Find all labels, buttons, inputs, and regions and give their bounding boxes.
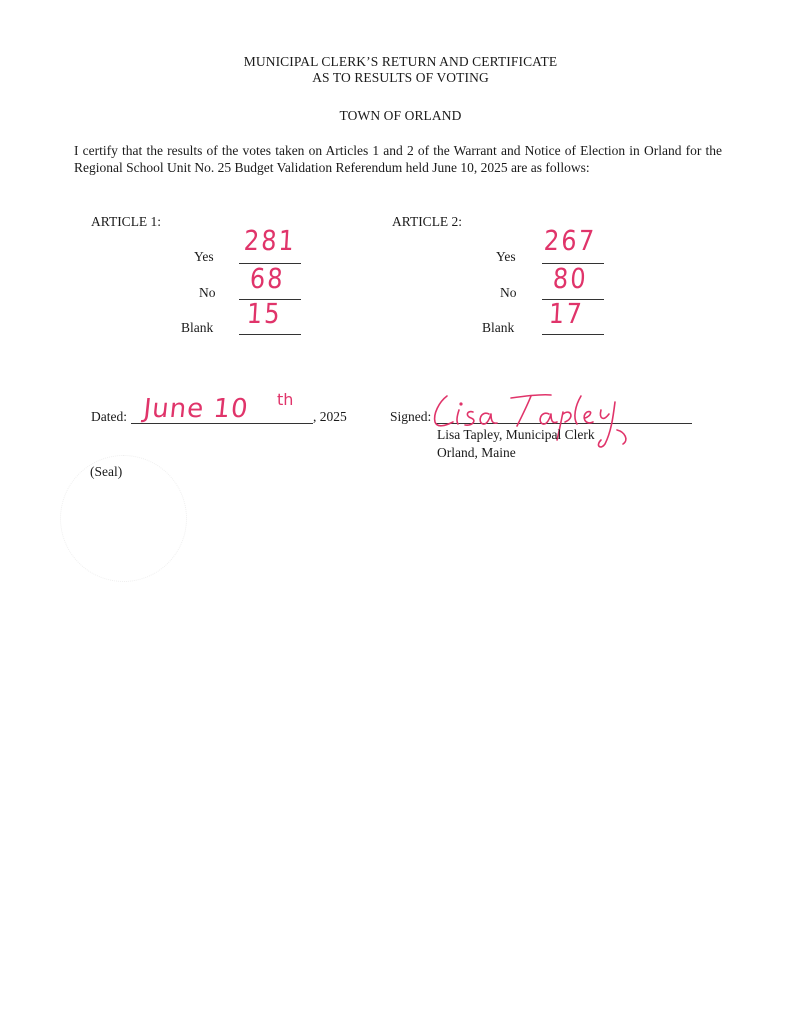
clerk-location: Orland, Maine <box>437 445 516 460</box>
handwritten-date-suffix: th <box>277 390 294 409</box>
article2-yes-value: 267 <box>543 224 597 257</box>
article2-yes-label: Yes <box>496 249 516 264</box>
article1-blank-label: Blank <box>181 320 214 335</box>
article2-no-label: No <box>500 285 517 300</box>
article1-no-value: 68 <box>249 262 286 295</box>
signed-label: Signed: <box>390 409 432 424</box>
article1-no-label: No <box>199 285 216 300</box>
document-title-line2: AS TO RESULTS OF VOTING <box>312 70 489 85</box>
town-name: TOWN OF ORLAND <box>339 108 462 123</box>
article1-heading: ARTICLE 1: <box>91 214 162 229</box>
certification-statement: I certify that the results of the votes taken on Articles 1 and 2 of the Warrant and Notice of Election in Orland for the Regional School Unit No. 25 Budget Validation Referendum held June 10, 2025 are as follows: <box>74 143 722 175</box>
article2-heading: ARTICLE 2: <box>392 214 463 229</box>
article1-blank-value: 15 <box>246 297 283 330</box>
article2-blank-value: 17 <box>548 297 585 330</box>
handwritten-date: June 10 <box>142 394 251 424</box>
article1-yes-value: 281 <box>243 224 297 257</box>
document-title-line1: MUNICIPAL CLERK’S RETURN AND CERTIFICATE <box>243 54 558 69</box>
article2-blank-label: Blank <box>482 320 515 335</box>
article2-no-value: 80 <box>552 262 589 295</box>
town-seal-embossed <box>60 455 187 582</box>
dated-label: Dated: <box>91 409 127 424</box>
article1-blank-line <box>239 333 301 335</box>
seal-label: (Seal) <box>90 464 123 479</box>
article2-blank-line <box>542 333 604 335</box>
clerk-name-title: Lisa Tapley, Municipal Clerk <box>437 427 595 442</box>
article1-yes-label: Yes <box>194 249 214 264</box>
dated-year: , 2025 <box>313 409 347 424</box>
